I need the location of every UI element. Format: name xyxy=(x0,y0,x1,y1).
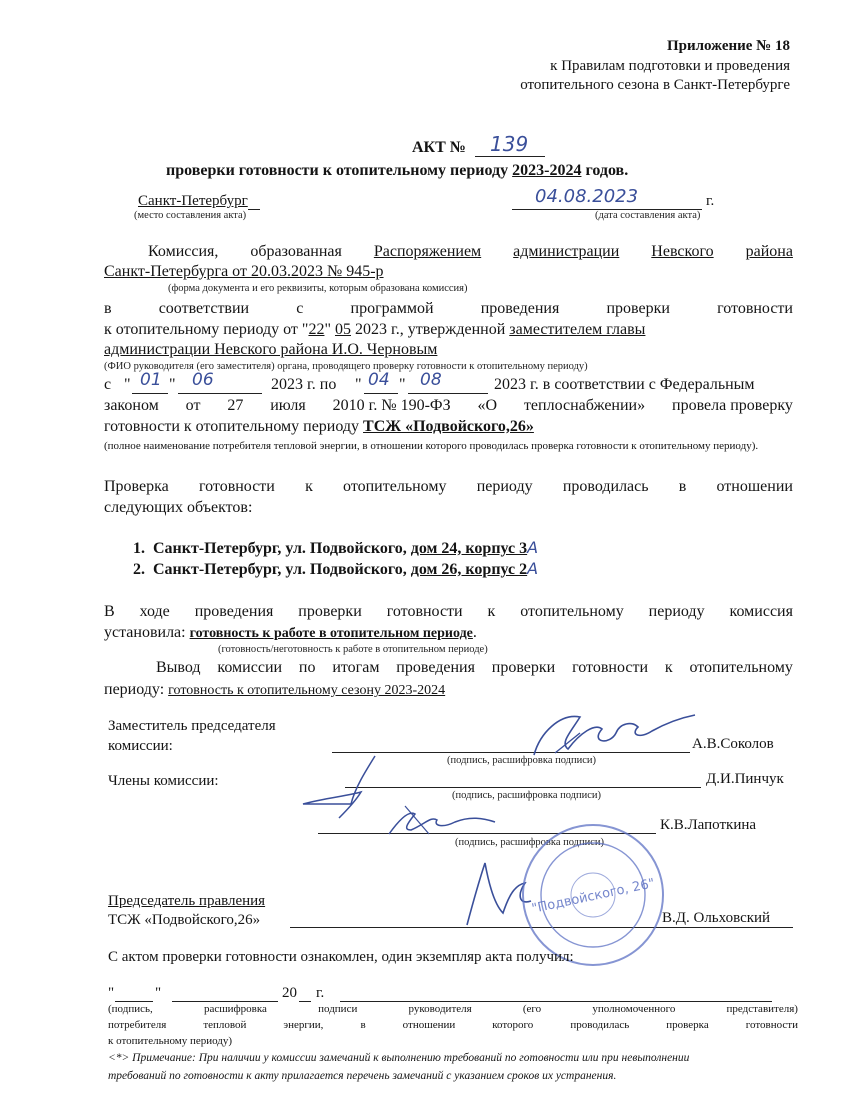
member1-signature xyxy=(295,752,395,822)
act-subtitle: проверки готовности к отопительному периоду 2023-2024 годов. xyxy=(166,162,629,179)
note-line-1: <*> Примечание: При наличии у комиссии замечаний к выполнению требований по готовности или при невыполнении xyxy=(108,1052,690,1064)
period-from-label: с xyxy=(104,376,112,393)
objects-intro-2: следующих объектов: xyxy=(104,499,253,516)
ack-caption-3: к отопительному периоду) xyxy=(108,1035,233,1047)
commission-line-1: Комиссия, образованная Распоряжением администрации Невского района xyxy=(148,243,793,260)
ack-day-line xyxy=(115,1001,153,1002)
deputy-label-2: комиссии: xyxy=(108,738,173,754)
commission-order: Санкт-Петербурга от 20.03.2023 № 945-р xyxy=(104,263,384,280)
conclusion-result: готовность к отопительному сезону 2023-2024 xyxy=(168,683,446,698)
period-to-day: 04 xyxy=(368,370,390,390)
program-line-1: в соответствии с программой проведения проверки готовности xyxy=(104,300,793,317)
act-period: 2023-2024 xyxy=(512,162,582,179)
program-month: 05 xyxy=(334,321,351,338)
stamp-text: "Подвойского, 26" xyxy=(530,876,657,917)
chair-org: ТСЖ «Подвойского,26» xyxy=(108,912,261,928)
ack-g: г. xyxy=(316,985,325,1001)
acknowledge-text: С актом проверки готовности ознакомлен, один экземпляр акта получил: xyxy=(108,949,574,965)
consumer-caption: (полное наименование потребителя тепловой энергии, в отношении которого проводилась проверка готовности к отопительному периоду). xyxy=(104,440,759,452)
act-place-caption: (место составления акта) xyxy=(134,210,247,221)
appendix-line-2: отопительного сезона в Санкт-Петербурге xyxy=(520,77,790,93)
chair-label: Председатель правления xyxy=(108,893,266,909)
conclusion-line-2: периоду: готовность к отопительному сезону 2023-2024 xyxy=(104,681,446,698)
member2-signature xyxy=(385,800,505,840)
findings-line-2: установила: готовность к работе в отопительном периоде. xyxy=(104,624,477,641)
conclusion-line-1: Вывод комиссии по итогам проведения проверки готовности к отопительному xyxy=(156,659,793,676)
period-from-month: 06 xyxy=(192,370,214,390)
object-item: 1. Санкт-Петербург, ул. Подвойского, дом 24, корпус 3А xyxy=(133,538,539,557)
ack-month-line xyxy=(172,1001,278,1002)
signature-caption: (подпись, расшифровка подписи) xyxy=(447,755,597,766)
members-label: Члены комиссии: xyxy=(108,773,219,789)
note-line-2: требований по готовности к акту прилагается перечень замечаний с указанием сроков их устранения. xyxy=(108,1070,617,1082)
object-item: 2. Санкт-Петербург, ул. Подвойского, дом 26, корпус 2А xyxy=(133,559,539,578)
appendix-title: Приложение № 18 xyxy=(666,38,790,54)
ack-year: 20 xyxy=(282,985,297,1001)
act-title: АКТ № xyxy=(412,139,466,156)
findings-caption: (готовность/неготовность к работе в отопительном периоде) xyxy=(218,644,488,655)
ack-caption-1: (подпись, расшифровка подписи руководителя (его уполномоченного представителя) xyxy=(108,1003,798,1015)
act-number-line xyxy=(475,156,545,157)
act-number: 139 xyxy=(490,132,529,156)
consumer-line: готовности к отопительному периоду ТСЖ «Подвойского,26» xyxy=(104,418,534,435)
period-year-to: 2023 г. по xyxy=(271,376,337,393)
act-place: Санкт-Петербург xyxy=(138,193,248,209)
period-law-start: 2023 г. в соответствии с Федеральным xyxy=(494,376,755,393)
findings-line-1: В ходе проведения проверки готовности к отопительному периоду комиссия xyxy=(104,603,793,620)
ack-caption-2: потребителя тепловой энергии, в отношении которого проводилась проверка готовности xyxy=(108,1019,798,1031)
consumer-name: ТСЖ «Подвойского,26» xyxy=(363,418,534,435)
program-line-2: к отопительному периоду от "22" 05 2023 г., утвержденной заместителем главы xyxy=(104,321,646,338)
program-approver-caption: (ФИО руководителя (его заместителя) органа, проводящего проверку готовности к отопительному периоду) xyxy=(104,361,588,372)
appendix-line-1: к Правилам подготовки и проведения xyxy=(550,58,790,74)
chair-name: В.Д. Ольховский xyxy=(662,910,771,926)
deputy-signature xyxy=(520,703,700,763)
deputy-name: А.В.Соколов xyxy=(692,736,774,752)
act-date-caption: (дата составления акта) xyxy=(595,210,701,221)
commission-order-caption: (форма документа и его реквизиты, которым образована комиссия) xyxy=(168,283,468,294)
program-day: 22 xyxy=(308,321,325,338)
act-date: 04.08.2023 xyxy=(535,186,639,207)
deputy-label: Заместитель председателя xyxy=(108,718,276,734)
period-to-month: 08 xyxy=(420,370,442,390)
act-date-year: г. xyxy=(706,193,715,209)
member1-name: Д.И.Пинчук xyxy=(706,771,784,787)
signature-caption: (подпись, расшифровка подписи) xyxy=(455,837,605,848)
member1-sign-line xyxy=(345,787,701,788)
signature-caption: (подпись, расшифровка подписи) xyxy=(452,790,602,801)
ack-sign-line xyxy=(340,1001,772,1002)
objects-intro: Проверка готовности к отопительному периоду проводилась в отношении xyxy=(104,478,793,495)
findings-result: готовность к работе в отопительном периоде xyxy=(189,626,473,641)
program-approver: администрации Невского района И.О. Черновым xyxy=(104,341,438,358)
organization-stamp xyxy=(518,820,668,970)
law-line: законом от 27 июля 2010 г. № 190-ФЗ «О теплоснабжении» провела проверку xyxy=(104,397,793,414)
program-approved-by: заместителем главы xyxy=(509,321,646,338)
member2-name: К.В.Лапоткина xyxy=(660,817,757,833)
period-from-day: 01 xyxy=(140,370,162,390)
